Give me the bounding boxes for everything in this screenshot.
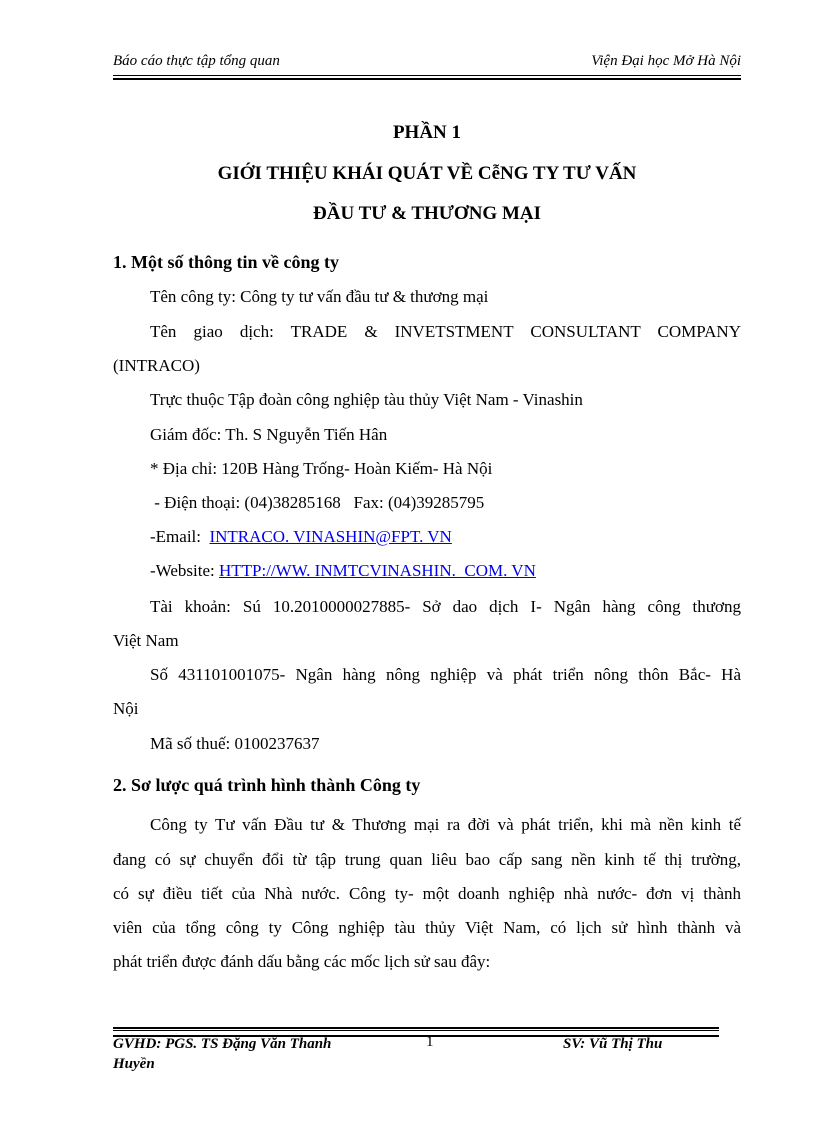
part-title: PHẦN 1: [392, 122, 462, 143]
address: * Địa chỉ: 120B Hàng Trống- Hoàn Kiếm- Hà Nội: [150, 459, 493, 478]
parent-group: Trực thuộc Tập đoàn công nghiệp tàu thủy Việt Nam - Vinashin: [150, 390, 583, 409]
footer-supervisor-line1: GVHD: PGS. TS Đặng Văn Thanh: [113, 1036, 332, 1052]
website-label: -Website:: [150, 561, 219, 580]
page-number: 1: [426, 1034, 434, 1050]
email-link[interactable]: INTRACO. VINASHIN@FPT. VN: [209, 527, 452, 546]
paragraph-line3: có sự điều tiết của Nhà nước. Công ty- một doanh nghiệp nhà nước- đơn vị thành: [113, 884, 741, 903]
website-line: [150, 561, 536, 581]
footer-supervisor: [113, 1036, 331, 1073]
page-header: [113, 53, 741, 70]
email-label: -Email:: [150, 527, 206, 546]
header-left: Báo cáo thực tập tổng quan: [113, 53, 280, 69]
paragraph-line4: viên của tổng công ty Công nghiệp tàu thủy Việt Nam, có lịch sử hình thành và: [113, 918, 741, 937]
trade-name-line2: (INTRACO): [113, 356, 200, 375]
paragraph-line5: phát triển được đánh dấu bằng các mốc lịch sử sau đây:: [113, 952, 491, 971]
tax-code: Mã số thuế: 0100237637: [150, 734, 320, 753]
chapter-title-line2: ĐẦU TƯ & THƯƠNG MẠI: [313, 203, 541, 224]
bank-account-line1: Tài khoản: Sú 10.2010000027885- Sở dao dịch I- Ngân hàng công thương: [150, 597, 741, 616]
section2-heading: 2. Sơ lược quá trình hình thành Công ty: [113, 775, 421, 795]
bank-account-line2: Việt Nam: [113, 631, 179, 650]
bank-account2-line1: Số 431101001075- Ngân hàng nông nghiệp và phát triển nông thôn Bắc- Hà: [150, 665, 741, 684]
section1-heading: 1. Một số thông tin về công ty: [113, 252, 339, 272]
phone-fax: - Điện thoại: (04)38285168 Fax: (04)39285795: [150, 493, 485, 512]
bank-account2-line2: Nội: [113, 699, 139, 718]
footer-student: SV: Vũ Thị Thu: [563, 1036, 663, 1052]
chapter-title-line1: GIỚI THIỆU KHÁI QUÁT VỀ CễNG TY TƯ VẤN: [217, 163, 637, 184]
header-rule-thick: [113, 78, 741, 80]
footer-rule-middle: [113, 1030, 719, 1031]
website-link[interactable]: HTTP://WW. INMTCVINASHIN. COM. VN: [218, 561, 536, 580]
paragraph-line1: Công ty Tư vấn Đầu tư & Thương mại ra đời và phát triển, khi mà nền kinh tế: [150, 815, 741, 834]
company-name: Tên công ty: Công ty tư vấn đầu tư & thương mại: [150, 287, 489, 306]
footer-supervisor-line2: Huyền: [113, 1056, 155, 1072]
trade-name-line1: Tên giao dịch: TRADE & INVETSTMENT CONSULTANT COMPANY: [150, 322, 741, 341]
email-line: [150, 527, 452, 547]
header-rule: [113, 75, 741, 76]
header-right: Viện Đại học Mở Hà Nội: [591, 53, 741, 69]
director: Giám đốc: Th. S Nguyễn Tiến Hân: [150, 425, 388, 444]
paragraph-line2: đang có sự chuyển đổi từ tập trung quan liêu bao cấp sang nền kinh tế thị trường,: [113, 850, 741, 869]
